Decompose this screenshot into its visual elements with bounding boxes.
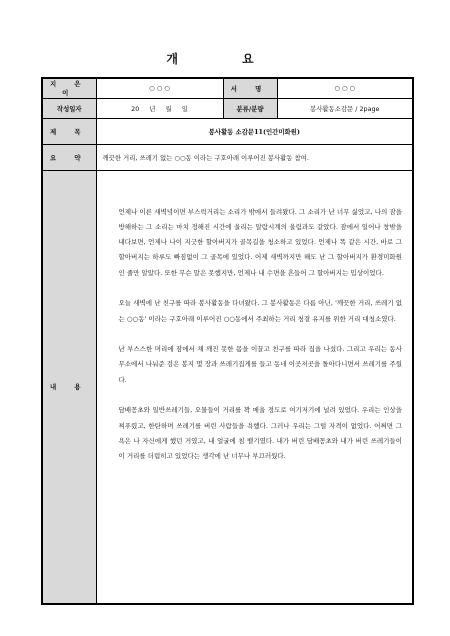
author-label: 지 은 이 bbox=[42, 78, 96, 98]
signature-label: 서 명 bbox=[223, 78, 277, 98]
category-label: 분류/분량 bbox=[223, 98, 277, 118]
page-title: 개 요 bbox=[166, 52, 284, 66]
content-row bbox=[42, 170, 413, 604]
subject-value: 봉사활동 소감문11(인간미화원) bbox=[96, 118, 413, 144]
content-paragraph-1: 언제나 이른 새벽녘이면 부스럭거리는 소리가 밖에서 들려왔다. 그 소리가 난 너무 싫었고, 나의 잠을 방해하는 그 소리는 마치 정해진 시간에 울리는 알람시계의 울림과도 같았다. 잠에서 일어나 창밖을 내다보면, 언제나 나이 지긋한 할아버지가 골목길을 청소하고 있었다. 언제나 똑 같은 시간, 바로 그 할아버지는 하루도 빠짐없이 그 골목에 있었다. 어제 새벽까지만 해도 난 그 할아버지가 환경미화원인 줄만 알았다. 또한 무슨 말은 못했지만, 언제나 내 수면을 흔들어 그 할아버지는 밉상이었다. bbox=[118, 207, 402, 277]
subject-row bbox=[42, 118, 413, 144]
signature-value: ○ ○ ○ bbox=[277, 78, 413, 98]
subject-label: 제 목 bbox=[42, 118, 96, 144]
overview-table bbox=[41, 77, 414, 605]
summary-value: 깨끗한 거리, 쓰레기 없는 ○○동 이라는 구호아래 이루어진 봉사활동 참여. bbox=[96, 144, 413, 170]
content-paragraph-4: 담배꽁초와 일반쓰레기들, 오물들이 거리를 꽉 메울 정도로 여기저기에 널려 있었다. 우리는 인상을 찌푸렸고, 한탄하며 쓰레기를 버린 사람들을 욕했다. 그러나 우리는 그럴 자격이 없었다. 어쩌면 그 욕은 나 자신에게 했던 거였고, 내 얼굴에 침 뱉기였다. 내가 버린 담배꽁초와 내가 버린 쓰레기들이 이 거리를 더럽히고 있었다는 생각에 난 너무나 부끄러웠다. bbox=[118, 406, 402, 461]
summary-row bbox=[42, 144, 413, 170]
date-value: 20 년 월 일 bbox=[96, 98, 223, 118]
date-row bbox=[42, 98, 413, 118]
author-row bbox=[42, 78, 413, 98]
category-value: 봉사활동소감문 / 2page bbox=[277, 98, 413, 118]
summary-label: 요 약 bbox=[42, 144, 96, 170]
date-label: 작성일자 bbox=[42, 98, 96, 118]
content-paragraph-3: 난 부스스한 머리에 잠에서 채 깨진 못한 몸을 이끌고 친구를 따라 집을 나섰다. 그리고 우리는 동사무소에서 나눠준 검은 봉지 몇 장과 쓰레기집게를 들고 동네 이곳저곳을 돌아다니면서 쓰레기를 주웠다. bbox=[118, 345, 402, 384]
content-body bbox=[96, 170, 413, 604]
content-label: 내 용 bbox=[42, 170, 96, 604]
content-paragraph-2: 오늘 새벽에 난 친구를 따라 봉사활동을 다녀왔다. 그 봉사활동은 다름 아닌, '깨끗한 거리, 쓰레기 없는 ○○동' 이라는 구호아래 이루어진 ○○동에서 주최하는 거리 청결 유지를 위한 거리 대청소였다. bbox=[118, 299, 402, 323]
author-value: ○ ○ ○ bbox=[96, 78, 223, 98]
